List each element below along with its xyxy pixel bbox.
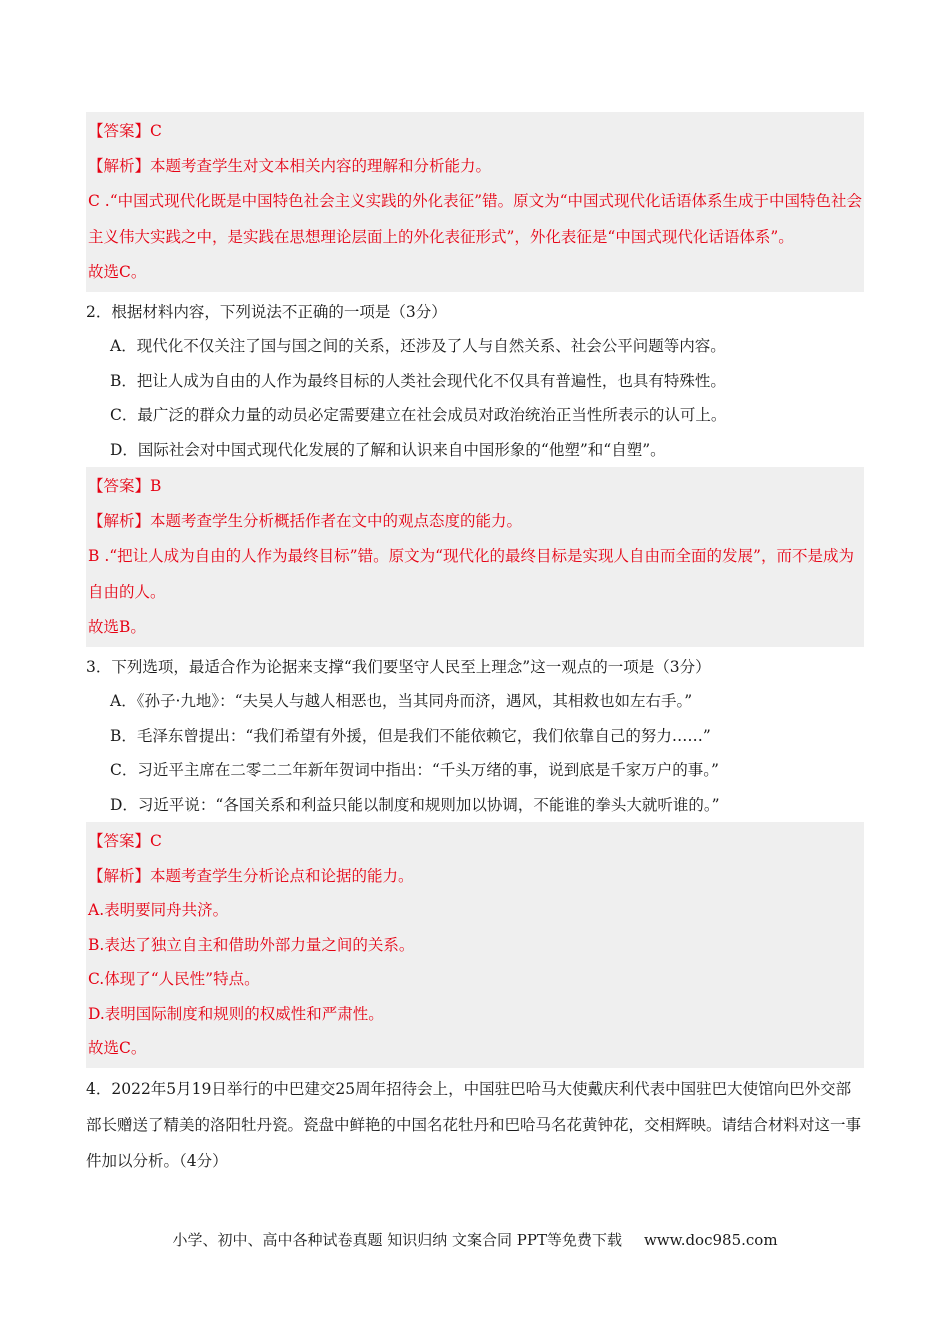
analysis-conclusion: 故选C。 [88,263,147,281]
page-footer [0,1229,950,1250]
analysis-line-d: D.表明国际制度和规则的权威性和严肃性。 [88,1004,384,1023]
option-a: A．现代化不仅关注了国与国之间的关系，还涉及了人与自然关系、社会公平问题等内容。 [110,337,726,355]
question-2 [86,295,864,468]
document-page [86,112,864,1179]
answer-label: 【答案】C [88,122,162,140]
analysis-line-b: B.表达了独立自主和借助外部力量之间的关系。 [88,935,415,954]
option-d: D．习近平说：“各国关系和利益只能以制度和规则加以协调，不能谁的拳头大就听谁的。” [110,795,720,814]
answer-block-q1 [86,112,864,292]
analysis-conclusion: 故选C。 [88,1039,147,1057]
analysis-line-c: C.体现了“人民性”特点。 [88,970,260,988]
footer-text: 小学、初中、高中各种试卷真题 知识归纳 文案合同 PPT等免费下载 [172,1231,622,1249]
option-c: C．习近平主席在二零二二年新年贺词中指出：“千头万绪的事，说到底是千家万户的事。” [110,761,719,779]
analysis-body: C .“中国式现代化既是中国特色社会主义实践的外化表征”错。原文为“中国式现代化话语体系生成于中国特色社会主义伟大实践之中，是实践在思想理论层面上的外化表征形式”，外化表征是“中国式现代化话语体系”。 [88,192,862,246]
option-b: B．毛泽东曾提出：“我们希望有外援，但是我们不能依赖它，我们依靠自己的努力……” [110,726,711,745]
answer-block-q3 [86,822,864,1068]
answer-block-q2 [86,467,864,647]
answer-label: 【答案】C [88,832,162,850]
analysis-line-a: A.表明要同舟共济。 [88,901,229,919]
question-stem: 3．下列选项，最适合作为论据来支撑“我们要坚守人民至上理念”这一观点的一项是（3分） [86,657,711,676]
question-4 [86,1071,864,1179]
option-d: D．国际社会对中国式现代化发展的了解和认识来自中国形象的“他塑”和“自塑”。 [110,440,666,459]
analysis-title: 【解析】本题考查学生分析论点和论据的能力。 [88,866,414,885]
analysis-body: B .“把让人成为自由的人作为最终目标”错。原文为“现代化的最终目标是实现人自由而全面的发展”，而不是成为自由的人。 [88,547,854,601]
footer-url[interactable]: www.doc985.com [643,1231,778,1249]
answer-label: 【答案】B [88,477,162,495]
question-3 [86,650,864,823]
question-stem: 4．2022年5月19日举行的中巴建交25周年招待会上，中国驻巴哈马大使戴庆利代表中国驻巴大使馆向巴外交部部长赠送了精美的洛阳牡丹瓷。瓷盘中鲜艳的中国名花牡丹和巴哈马名花黄钟花，交相辉映。请结合材料对这一事件加以分析。（4分） [86,1079,862,1170]
option-b: B．把让人成为自由的人作为最终目标的人类社会现代化不仅具有普遍性，也具有特殊性。 [110,371,726,390]
option-a: A．《孙子·九地》：“夫吴人与越人相恶也，当其同舟而济，遇风，其相救也如左右手。” [110,692,693,710]
analysis-title: 【解析】本题考查学生对文本相关内容的理解和分析能力。 [88,156,492,175]
analysis-title: 【解析】本题考查学生分析概括作者在文中的观点态度的能力。 [88,511,523,530]
question-stem: 2．根据材料内容，下列说法不正确的一项是（3分） [86,302,447,321]
option-c: C．最广泛的群众力量的动员必定需要建立在社会成员对政治统治正当性所表示的认可上。 [110,406,727,424]
analysis-conclusion: 故选B。 [88,618,146,636]
